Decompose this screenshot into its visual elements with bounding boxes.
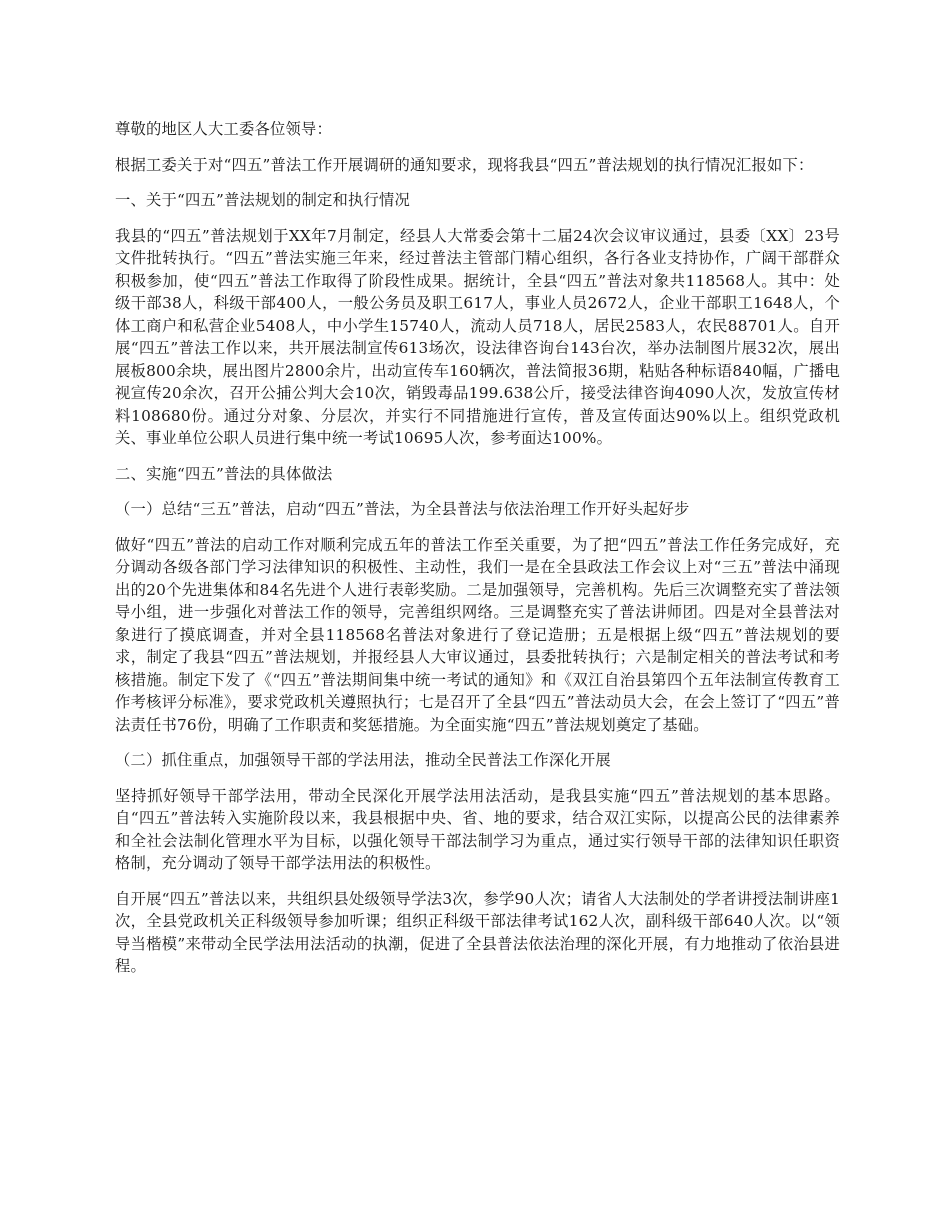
body-paragraph: 做好“四五”普法的启动工作对顺利完成五年的普法工作至关重要，为了把“四五”普法工作任务完成好，充分调动各级各部门学习法律知识的积极性、主动性，我们一是在全县政法工作会议上对“三五”普法中涌现出的20个先进集体和84名先进个人进行表彰奖励。二是加强领导，完善机构。先后三次调整充实了普法领导小组，进一步强化对普法工作的领导，完善组织网络。三是调整充实了普法讲师团。四是对全县普法对象进行了摸底调查，并对全县118568名普法对象进行了登记造册；五是根据上级“四五”普法规划的要求，制定了我县“四五”普法规划，并报经县人大审议通过，县委批转执行；六是制定相关的普法考试和考核措施。制定下发了《“四五”普法期间集中统一考试的通知》和《双江自治县第四个五年法制宣传教育工作考核评分标准》，要求党政机关遵照执行；七是召开了全县“四五”普法动员大会，在会上签订了“四五”普法责任书76份，明确了工作职责和奖惩措施。为全面实施“四五”普法规划奠定了基础。 [115, 535, 840, 734]
salutation: 尊敬的地区人大工委各位领导： [115, 120, 332, 138]
section-heading-1: 一、关于“四五”普法规划的制定和执行情况 [115, 191, 410, 209]
subsection-heading-2: （二）抓住重点，加强领导干部的学法用法，推动全民普法工作深化开展 [115, 751, 611, 769]
body-paragraph: 我县的“四五”普法规划于XX年7月制定，经县人大常委会第十二届24次会议审议通过，县委〔XX〕23号文件批转执行。“四五”普法实施三年来，经过普法主管部门精心组织，各行各业支持协作，广阔干部群众积极参加，使“四五”普法工作取得了阶段性成果。据统计，全县“四五”普法对象共118568人。其中：处级干部38人，科级干部400人，一般公务员及职工617人，事业人员2672人，企业干部职工1648人，个体工商户和私营企业5408人，中小学生15740人，流动人员718人，居民2583人，农民88701人。自开展“四五”普法工作以来，共开展法制宣传613场次，设法律咨询台143台次，举办法制图片展32次，展出展板800余块，展出图片2800余片，出动宣传车160辆次，普法简报36期，粘贴各种标语840幅，广播电视宣传20余次，召开公捕公判大会10次，销毁毒品199.638公斤，接受法律咨询4090人次，发放宣传材料108680份。通过分对象、分层次，并实行不同措施进行宣传，普及宣传面达90%以上。组织党政机关、事业单位公职人员进行集中统一考试10695人次，参考面达100%。 [115, 226, 840, 447]
document-body [115, 118, 840, 991]
body-paragraph: 自开展“四五”普法以来，共组织县处级领导学法3次，参学90人次；请省人大法制处的学者讲授法制讲座1次，全县党政机关正科级领导参加听课；组织正科级干部法律考试162人次，副科级干部640人次。以“领导当楷模”来带动全民学法用法活动的执潮，促进了全县普法依法治理的深化开展，有力地推动了依治县进程。 [115, 889, 840, 975]
subsection-heading-1: （一）总结“三五”普法，启动“四五”普法，为全县普法与依法治理工作开好头起好步 [115, 500, 690, 518]
body-paragraph: 坚持抓好领导干部学法用，带动全民深化开展学法用法活动，是我县实施“四五”普法规划的基本思路。自“四五”普法转入实施阶段以来，我县根据中央、省、地的要求，结合双江实际，以提高公民的法律素养和全社会法制化管理水平为目标，以强化领导干部法制学习为重点，通过实行领导干部的法律知识任职资格制，充分调动了领导干部学法用法的积极性。 [115, 786, 840, 872]
section-heading-2: 二、实施“四五”普法的具体做法 [115, 464, 333, 483]
intro-paragraph: 根据工委关于对“四五”普法工作开展调研的通知要求，现将我县“四五”普法规划的执行情况汇报如下： [115, 155, 814, 174]
